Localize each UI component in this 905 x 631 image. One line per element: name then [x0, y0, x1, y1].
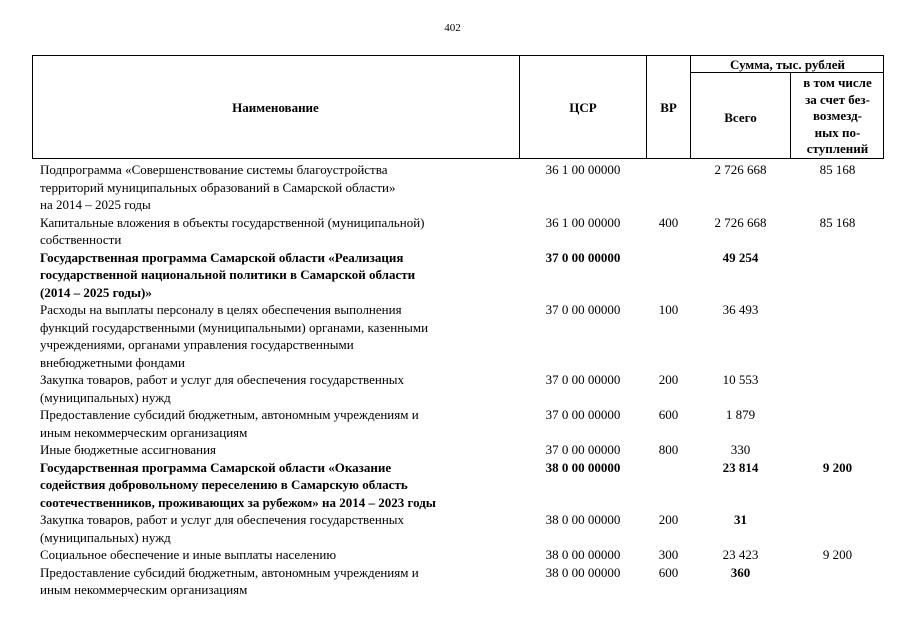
header-total: Всего [724, 110, 757, 125]
row-csr: 38 0 00 00000 [545, 547, 621, 562]
row-name-line: Социальное обеспечение и иные выплаты населению [40, 547, 337, 562]
row-name-line: соотечественников, проживающих за рубежом» на 2014 – 2023 годы [40, 494, 436, 510]
row-csr: 37 0 00 00000 [545, 372, 621, 387]
row-name [40, 249, 514, 302]
row-name-line: государственной национальной политики в Самарской области [40, 267, 416, 282]
header-name: Наименование [232, 100, 319, 115]
header-free-line: в том числе [803, 75, 872, 90]
row-name-line: Государственная программа Самарской области «Реализация [40, 249, 404, 265]
row-name [40, 371, 514, 406]
row-csr: 38 0 00 00000 [545, 459, 621, 475]
row-name [40, 511, 514, 546]
row-name-line: Закупка товаров, работ и услуг для обеспечения государственных [40, 512, 405, 527]
row-name-line: иным некоммерческим организациям [40, 582, 248, 597]
row-name-line: Закупка товаров, работ и услуг для обеспечения государственных [40, 372, 405, 387]
row-name-line: Капитальные вложения в объекты государственной (муниципальной) [40, 214, 425, 230]
row-name-line: территорий муниципальных образований в Самарской области» [40, 179, 396, 195]
row-name [40, 546, 514, 564]
row-csr: 38 0 00 00000 [545, 564, 621, 580]
row-total: 10 553 [722, 372, 759, 387]
row-name-line: иным некоммерческим организациям [40, 424, 248, 440]
row-name [40, 406, 514, 441]
header-sum: Сумма, тыс. рублей [730, 57, 845, 72]
row-total: 31 [734, 512, 747, 527]
row-name [40, 459, 514, 512]
header-free-line: ных по- [814, 124, 861, 140]
header-free-line: за счет без- [805, 91, 870, 107]
row-name-line: Подпрограмма «Совершенствование системы благоустройства [40, 162, 388, 177]
row-vr: 300 [658, 547, 679, 562]
row-name-line: Иные бюджетные ассигнования [40, 442, 217, 457]
row-total: 330 [730, 442, 751, 457]
page-number: 402 [444, 22, 461, 34]
row-name-line: Государственная программа Самарской области «Оказание [40, 459, 392, 475]
header-free [791, 75, 884, 158]
row-name [40, 301, 514, 371]
row-total: 49 254 [722, 249, 759, 265]
row-name-line: (муниципальных) нужд [40, 529, 171, 545]
row-name [40, 214, 514, 249]
row-vr: 200 [658, 512, 679, 527]
row-name [40, 441, 514, 459]
row-csr: 38 0 00 00000 [545, 512, 621, 527]
row-csr: 37 0 00 00000 [545, 442, 621, 457]
row-name-line: внебюджетными фондами [40, 354, 185, 370]
row-name-line: Расходы на выплаты персоналу в целях обеспечения выполнения [40, 302, 402, 317]
row-name [40, 564, 514, 599]
row-csr: 37 0 00 00000 [545, 302, 621, 317]
row-name-line: функций государственными (муниципальными) органами, казенными [40, 319, 429, 335]
row-name-line: на 2014 – 2025 годы [40, 197, 151, 212]
row-vr: 200 [658, 372, 679, 387]
row-vr: 100 [658, 302, 679, 317]
row-csr: 36 1 00 00000 [545, 214, 621, 230]
row-free: 9 200 [822, 547, 853, 562]
row-total: 23 814 [722, 459, 759, 475]
row-name [40, 161, 514, 214]
row-name-line: Предоставление субсидий бюджетным, автономным учреждениям и [40, 407, 419, 422]
row-total: 1 879 [725, 407, 756, 422]
row-vr: 600 [658, 407, 679, 422]
row-total: 36 493 [722, 302, 759, 317]
row-name-line: собственности [40, 232, 122, 247]
row-vr: 400 [658, 214, 679, 230]
row-vr: 800 [658, 442, 679, 457]
row-csr: 37 0 00 00000 [545, 249, 621, 265]
row-total: 2 726 668 [714, 214, 767, 230]
row-name-line: Предоставление субсидий бюджетным, автономным учреждениям и [40, 564, 419, 580]
row-total: 2 726 668 [714, 162, 767, 177]
row-name-line: учреждениями, органами управления государственными [40, 337, 354, 352]
header-vr: ВР [660, 100, 677, 115]
row-name-line: (муниципальных) нужд [40, 389, 171, 405]
header-free-line: ступлений [806, 141, 869, 156]
row-free: 85 168 [819, 162, 856, 177]
row-total: 360 [730, 564, 751, 580]
header-csr: ЦСР [569, 100, 597, 115]
row-free: 9 200 [822, 459, 853, 475]
row-total: 23 423 [722, 547, 759, 562]
row-name-line: содействия добровольному переселению в Самарскую область [40, 477, 408, 492]
row-vr: 600 [658, 564, 679, 580]
header-free-line: возмезд- [813, 108, 862, 123]
row-csr: 36 1 00 00000 [545, 162, 621, 177]
row-name-line: (2014 – 2025 годы)» [40, 284, 152, 300]
row-csr: 37 0 00 00000 [545, 407, 621, 422]
row-free: 85 168 [819, 214, 856, 230]
